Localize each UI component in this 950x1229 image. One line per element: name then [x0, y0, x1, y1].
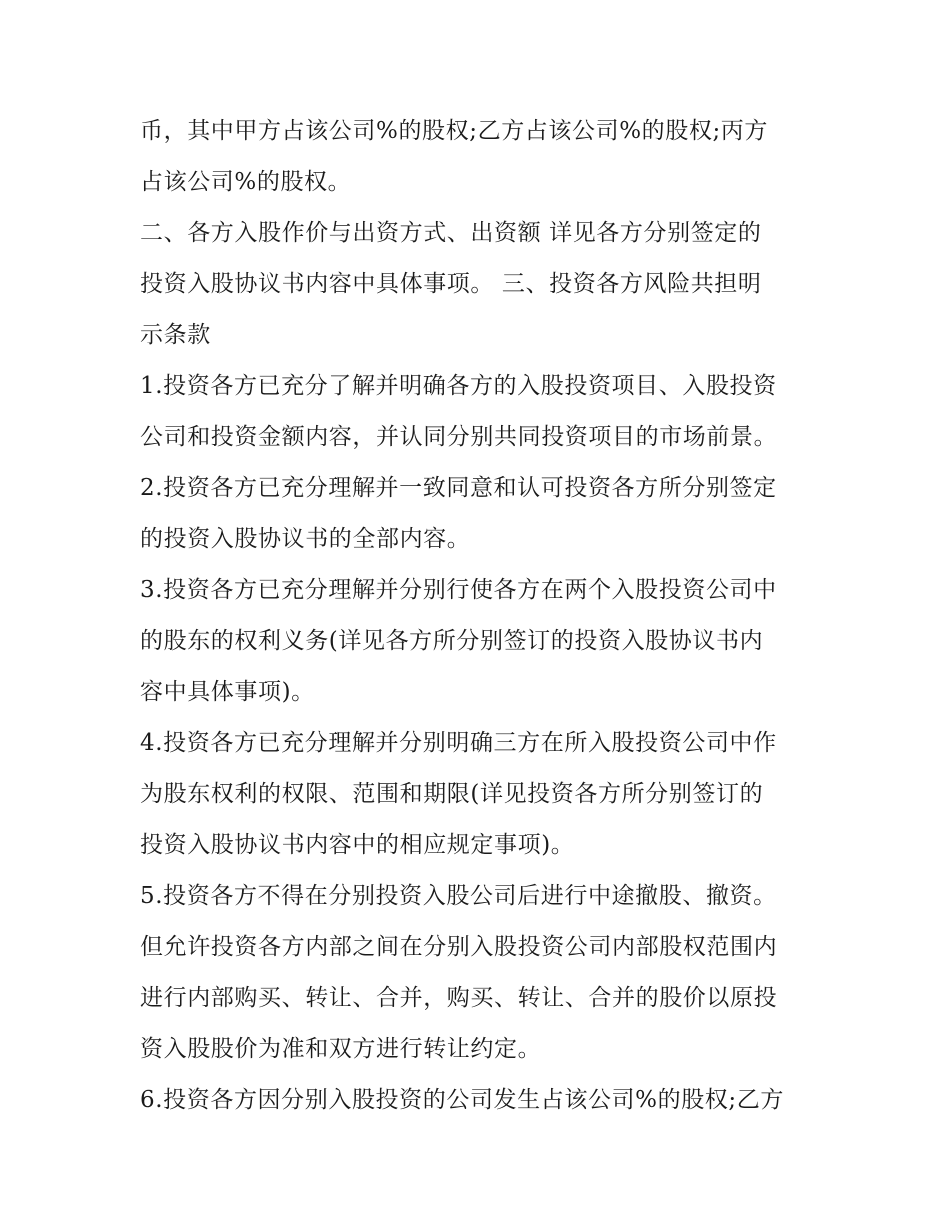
- text-line: 的投资入股协议书的全部内容。: [140, 526, 471, 552]
- text-line: 资入股股价为准和双方进行转让约定。: [140, 1036, 542, 1062]
- text-line: 示条款: [140, 322, 211, 348]
- text-line: 进行内部购买、转让、合并，购买、转让、合并的股价以原投: [140, 985, 778, 1011]
- text-line: 为股东权利的权限、范围和期限(详见投资各方所分别签订的: [140, 781, 764, 807]
- text-line: 6.投资各方因分别入股投资的公司发生占该公司%的股权;乙方: [140, 1087, 784, 1113]
- text-line: 投资入股协议书内容中的相应规定事项)。: [140, 832, 575, 858]
- text-line: 投资入股协议书内容中具体事项。 三、投资各方风险共担明: [140, 271, 762, 297]
- text-line: 占该公司%的股权。: [140, 169, 352, 195]
- text-line: 二、各方入股作价与出资方式、出资额 详见各方分别签定的: [140, 220, 762, 246]
- text-line: 容中具体事项)。: [140, 679, 315, 705]
- text-line: 的股东的权利义务(详见各方所分别签订的投资入股协议书内: [140, 628, 764, 654]
- text-line: 但允许投资各方内部之间在分别入股投资公司内部股权范围内: [140, 934, 778, 960]
- text-line: 5.投资各方不得在分别投资入股公司后进行中途撤股、撤资。: [140, 883, 777, 909]
- text-line: 3.投资各方已充分理解并分别行使各方在两个入股投资公司中: [140, 577, 777, 603]
- text-line: 公司和投资金额内容，并认同分别共同投资项目的市场前景。: [140, 424, 778, 450]
- text-line: 1.投资各方已充分了解并明确各方的入股投资项目、入股投资: [140, 373, 777, 399]
- text-line: 币，其中甲方占该公司%的股权;乙方占该公司%的股权;丙方: [140, 118, 769, 144]
- text-line: 2.投资各方已充分理解并一致同意和认可投资各方所分别签定: [140, 475, 777, 501]
- document-body: [140, 106, 820, 1126]
- text-line: 4.投资各方已充分理解并分别明确三方在所入股投资公司中作: [140, 730, 777, 756]
